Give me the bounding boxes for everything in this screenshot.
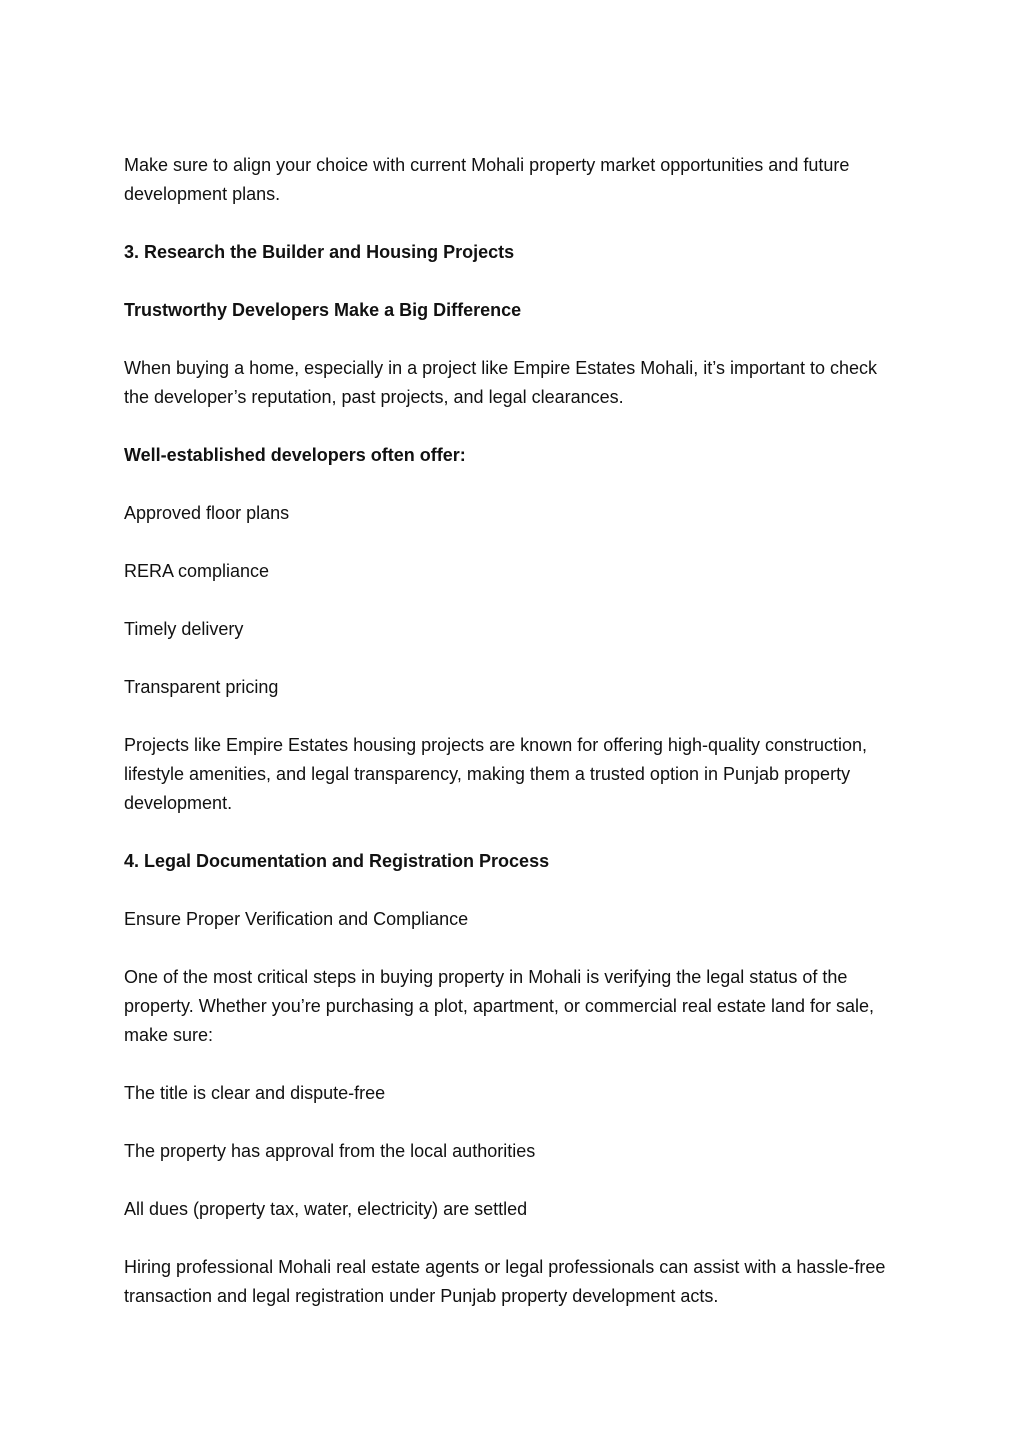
subheading-verification: Ensure Proper Verification and Compliance (124, 909, 469, 929)
document-body (124, 151, 899, 1311)
list-item: The property has approval from the local authorities (124, 1141, 536, 1161)
subheading-developers-offer: Well-established developers often offer: (124, 445, 466, 465)
section-heading-legal-documentation: 4. Legal Documentation and Registration Process (124, 851, 550, 871)
subheading-trustworthy-developers: Trustworthy Developers Make a Big Difference (124, 300, 522, 320)
list-item: Transparent pricing (124, 677, 279, 697)
list-item: Timely delivery (124, 619, 244, 639)
paragraph-buying-home: When buying a home, especially in a project like Empire Estates Mohali, it’s important to check the developer’s reputation, past projects, and legal clearances. (124, 358, 878, 407)
list-item: Approved floor plans (124, 503, 290, 523)
list-item: All dues (property tax, water, electricity) are settled (124, 1199, 528, 1219)
paragraph-legal-status: One of the most critical steps in buying property in Mohali is verifying the legal status of the property. Whether you’re purchasing a plot, apartment, or commercial real estate land for sale, make sure: (124, 967, 875, 1045)
intro-paragraph: Make sure to align your choice with current Mohali property market opportunities and future development plans. (124, 155, 850, 204)
list-item: RERA compliance (124, 561, 270, 581)
section-heading-research-builder: 3. Research the Builder and Housing Projects (124, 242, 515, 262)
paragraph-hiring-agents: Hiring professional Mohali real estate agents or legal professionals can assist with a hassle-free transaction and legal registration under Punjab property development acts. (124, 1257, 886, 1306)
list-item: The title is clear and dispute-free (124, 1083, 386, 1103)
paragraph-empire-estates: Projects like Empire Estates housing projects are known for offering high-quality construction, lifestyle amenities, and legal transparency, making them a trusted option in Punjab property development. (124, 735, 868, 813)
